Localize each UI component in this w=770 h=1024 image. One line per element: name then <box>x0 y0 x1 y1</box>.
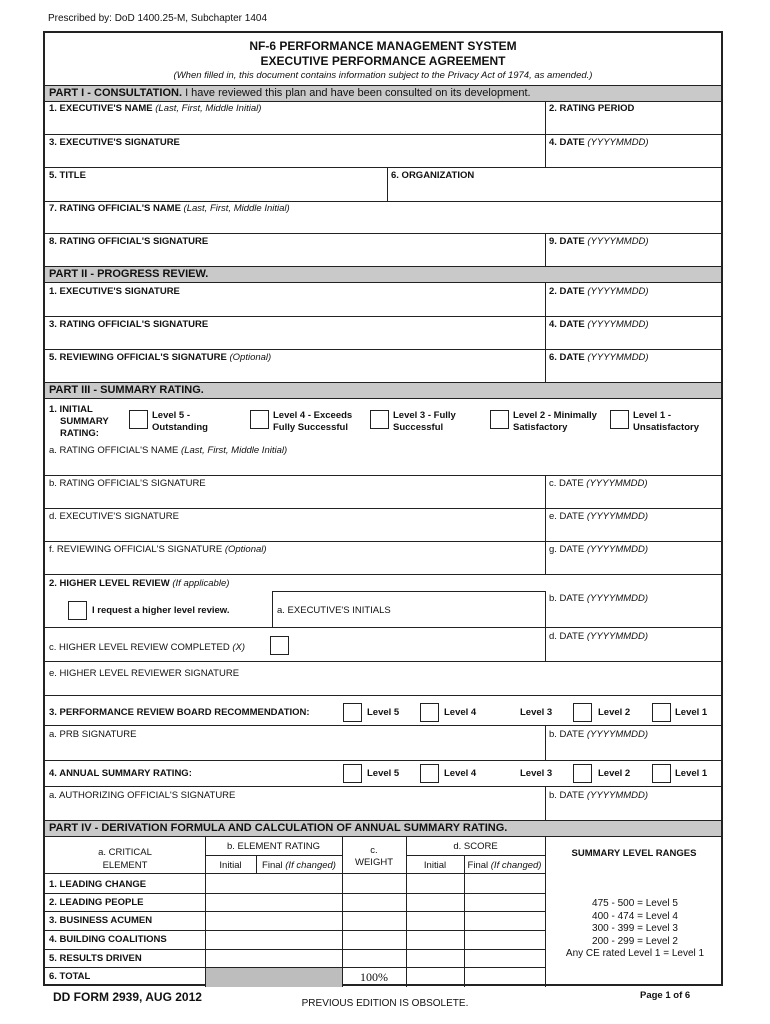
request-higher-review-label: I request a higher level review. <box>92 605 230 616</box>
prb-level4-label: Level 4 <box>444 707 477 718</box>
row-building-coalitions: 4. BUILDING COALITIONS <box>49 934 167 945</box>
row-total: 6. TOTAL <box>49 971 91 982</box>
row-business-acumen: 3. BUSINESS ACUMEN <box>49 915 153 926</box>
prb-recommendation-label: 3. PERFORMANCE REVIEW BOARD RECOMMENDATION: <box>49 707 310 718</box>
rating-official-name-field[interactable]: 7. RATING OFFICIAL'S NAME (Last, First, Middle Initial) <box>49 203 290 214</box>
part2-title: PART II - PROGRESS REVIEW. <box>49 268 209 280</box>
higher-review-date-d-field[interactable]: d. DATE (YYYYMMDD) <box>549 631 649 642</box>
col-d-initial: Initial <box>423 860 447 871</box>
authorizing-official-signature-field[interactable]: a. AUTHORIZING OFFICIAL'S SIGNATURE <box>49 790 236 801</box>
range-level3: 300 - 399 = Level 3 <box>592 923 678 935</box>
p3-exec-signature-field[interactable]: d. EXECUTIVE'S SIGNATURE <box>49 511 179 522</box>
part3-header <box>45 382 721 399</box>
annual-level4-checkbox[interactable] <box>420 764 439 783</box>
p3-date-e-field[interactable]: e. DATE (YYYYMMDD) <box>549 511 649 522</box>
initial-level2-label: Level 2 - Minimally Satisfactory <box>513 410 597 433</box>
initial-level3-checkbox[interactable] <box>370 410 389 429</box>
p3-reviewing-official-signature-field[interactable]: f. REVIEWING OFFICIAL'S SIGNATURE (Optional) <box>49 544 267 555</box>
annual-level2-label: Level 2 <box>598 768 631 779</box>
higher-review-completed-checkbox[interactable] <box>270 636 289 655</box>
higher-level-review-title: 2. HIGHER LEVEL REVIEW (If applicable) <box>49 578 230 589</box>
p2-date-field-4[interactable]: 4. DATE (YYYYMMDD) <box>549 319 649 330</box>
p3-rating-official-signature-field[interactable]: b. RATING OFFICIAL'S SIGNATURE <box>49 478 206 489</box>
prb-level3-label: Level 3 <box>520 707 553 718</box>
prb-signature-field[interactable]: a. PRB SIGNATURE <box>49 729 137 740</box>
annual-level4-label: Level 4 <box>444 768 477 779</box>
higher-review-completed-label: c. HIGHER LEVEL REVIEW COMPLETED (X) <box>49 642 246 653</box>
initial-level5-label: Level 5 - Outstanding <box>152 410 208 433</box>
prb-date-field[interactable]: b. DATE (YYYYMMDD) <box>549 729 649 740</box>
col-b-final: Final (If changed) <box>262 860 336 871</box>
row-leading-change: 1. LEADING CHANGE <box>49 879 147 890</box>
rating-official-signature-field[interactable]: 8. RATING OFFICIAL'S SIGNATURE <box>49 236 209 247</box>
initial-level4-label: Level 4 - Exceeds Fully Successful <box>273 410 353 433</box>
col-score: d. SCORE <box>453 841 498 852</box>
initial-level3-label: Level 3 - Fully Successful <box>393 410 456 433</box>
organization-field[interactable]: 6. ORGANIZATION <box>391 170 475 181</box>
p2-date-field-2[interactable]: 2. DATE (YYYYMMDD) <box>549 286 649 297</box>
form-title: NF-6 PERFORMANCE MANAGEMENT SYSTEM <box>249 39 517 53</box>
part1-subtitle: I have reviewed this plan and have been consulted on its development. <box>182 87 531 99</box>
initial-level1-checkbox[interactable] <box>610 410 629 429</box>
higher-reviewer-signature-field[interactable]: e. HIGHER LEVEL REVIEWER SIGNATURE <box>49 668 240 679</box>
range-level5: 475 - 500 = Level 5 <box>592 898 678 909</box>
part4-title: PART IV - DERIVATION FORMULA AND CALCULATION OF ANNUAL SUMMARY RATING. <box>49 822 508 834</box>
total-rating-shaded-cell <box>206 968 342 987</box>
p2-rating-official-signature-field[interactable]: 3. RATING OFFICIAL'S SIGNATURE <box>49 319 209 330</box>
exec-initials-field[interactable]: a. EXECUTIVE'S INITIALS <box>277 605 391 616</box>
annual-level5-checkbox[interactable] <box>343 764 362 783</box>
privacy-notice: (When filled in, this document contains information subject to the Privacy Act of 1974, as amended.) <box>173 70 593 81</box>
annual-level3-checkbox[interactable] <box>573 764 592 783</box>
rating-period-field[interactable]: 2. RATING PERIOD <box>549 103 635 114</box>
col-critical-element: a. CRITICAL ELEMENT <box>98 847 152 871</box>
initial-summary-rating-label: 1. INITIAL SUMMARY RATING: <box>49 404 109 439</box>
initial-level1-label: Level 1 - Unsatisfactory <box>633 410 699 433</box>
prb-level5-checkbox[interactable] <box>343 703 362 722</box>
p2-exec-signature-field[interactable]: 1. EXECUTIVE'S SIGNATURE <box>49 286 180 297</box>
prb-level1-label: Level 1 <box>675 707 708 718</box>
exec-signature-field[interactable]: 3. EXECUTIVE'S SIGNATURE <box>49 137 180 148</box>
p3-rating-official-name-field[interactable]: a. RATING OFFICIAL'S NAME (Last, First, Middle Initial) <box>49 445 288 456</box>
annual-summary-rating-label: 4. ANNUAL SUMMARY RATING: <box>49 768 192 779</box>
total-weight-value: 100% <box>360 970 388 984</box>
date-field-4[interactable]: 4. DATE (YYYYMMDD) <box>549 137 649 148</box>
initial-level2-checkbox[interactable] <box>490 410 509 429</box>
page-number: Page 1 of 6 <box>640 990 691 1001</box>
col-b-initial: Initial <box>219 860 242 871</box>
prb-level2-checkbox[interactable] <box>652 703 671 722</box>
initial-level5-checkbox[interactable] <box>129 410 148 429</box>
prb-level3-checkbox[interactable] <box>573 703 592 722</box>
row-leading-people: 2. LEADING PEOPLE <box>49 897 144 908</box>
previous-edition-note: PREVIOUS EDITION IS OBSOLETE. <box>301 998 469 1009</box>
prescribed-by: Prescribed by: DoD 1400.25-M, Subchapter 1404 <box>48 13 268 24</box>
range-level2: 200 - 299 = Level 2 <box>592 935 678 947</box>
col-weight: c. WEIGHT <box>355 845 393 868</box>
annual-level5-label: Level 5 <box>367 768 400 779</box>
row-results-driven: 5. RESULTS DRIVEN <box>49 953 142 964</box>
part1-header <box>45 85 721 102</box>
annual-level2-checkbox[interactable] <box>652 764 671 783</box>
prb-level2-label: Level 2 <box>598 707 631 718</box>
initial-level4-checkbox[interactable] <box>250 410 269 429</box>
part2-header <box>45 266 721 283</box>
form-subtitle: EXECUTIVE PERFORMANCE AGREEMENT <box>260 54 506 68</box>
summary-level-ranges-title: SUMMARY LEVEL RANGES <box>571 848 697 859</box>
p2-date-field-6[interactable]: 6. DATE (YYYYMMDD) <box>549 352 649 363</box>
range-any-ce: Any CE rated Level 1 = Level 1 <box>565 948 705 960</box>
range-level4: 400 - 474 = Level 4 <box>592 910 678 922</box>
performance-agreement-form <box>43 31 723 986</box>
date-field-9[interactable]: 9. DATE (YYYYMMDD) <box>549 236 649 247</box>
exec-name-field[interactable]: 1. EXECUTIVE'S NAME (Last, First, Middle Initial) <box>49 103 262 114</box>
prb-level5-label: Level 5 <box>367 707 400 718</box>
part3-title: PART III - SUMMARY RATING. <box>49 384 204 396</box>
prb-level4-checkbox[interactable] <box>420 703 439 722</box>
part4-header <box>45 820 721 837</box>
p3-date-g-field[interactable]: g. DATE (YYYYMMDD) <box>549 544 649 555</box>
col-element-rating: b. ELEMENT RATING <box>226 841 321 852</box>
p3-date-c-field[interactable]: c. DATE (YYYYMMDD) <box>549 478 648 489</box>
form-number: DD FORM 2939, AUG 2012 <box>53 990 202 1004</box>
request-higher-review-checkbox[interactable] <box>68 601 87 620</box>
p2-reviewing-official-signature-field[interactable]: 5. REVIEWING OFFICIAL'S SIGNATURE (Optional) <box>49 352 272 363</box>
higher-review-date-b-field[interactable]: b. DATE (YYYYMMDD) <box>549 593 649 604</box>
annual-level1-label: Level 1 <box>675 768 708 779</box>
part1-title: PART I - CONSULTATION. <box>49 87 183 99</box>
title-field[interactable]: 5. TITLE <box>49 170 86 181</box>
annual-date-field[interactable]: b. DATE (YYYYMMDD) <box>549 790 649 801</box>
col-d-final: Final (If changed) <box>467 860 542 871</box>
annual-level3-label: Level 3 <box>520 768 553 779</box>
summary-level-ranges <box>547 898 723 961</box>
